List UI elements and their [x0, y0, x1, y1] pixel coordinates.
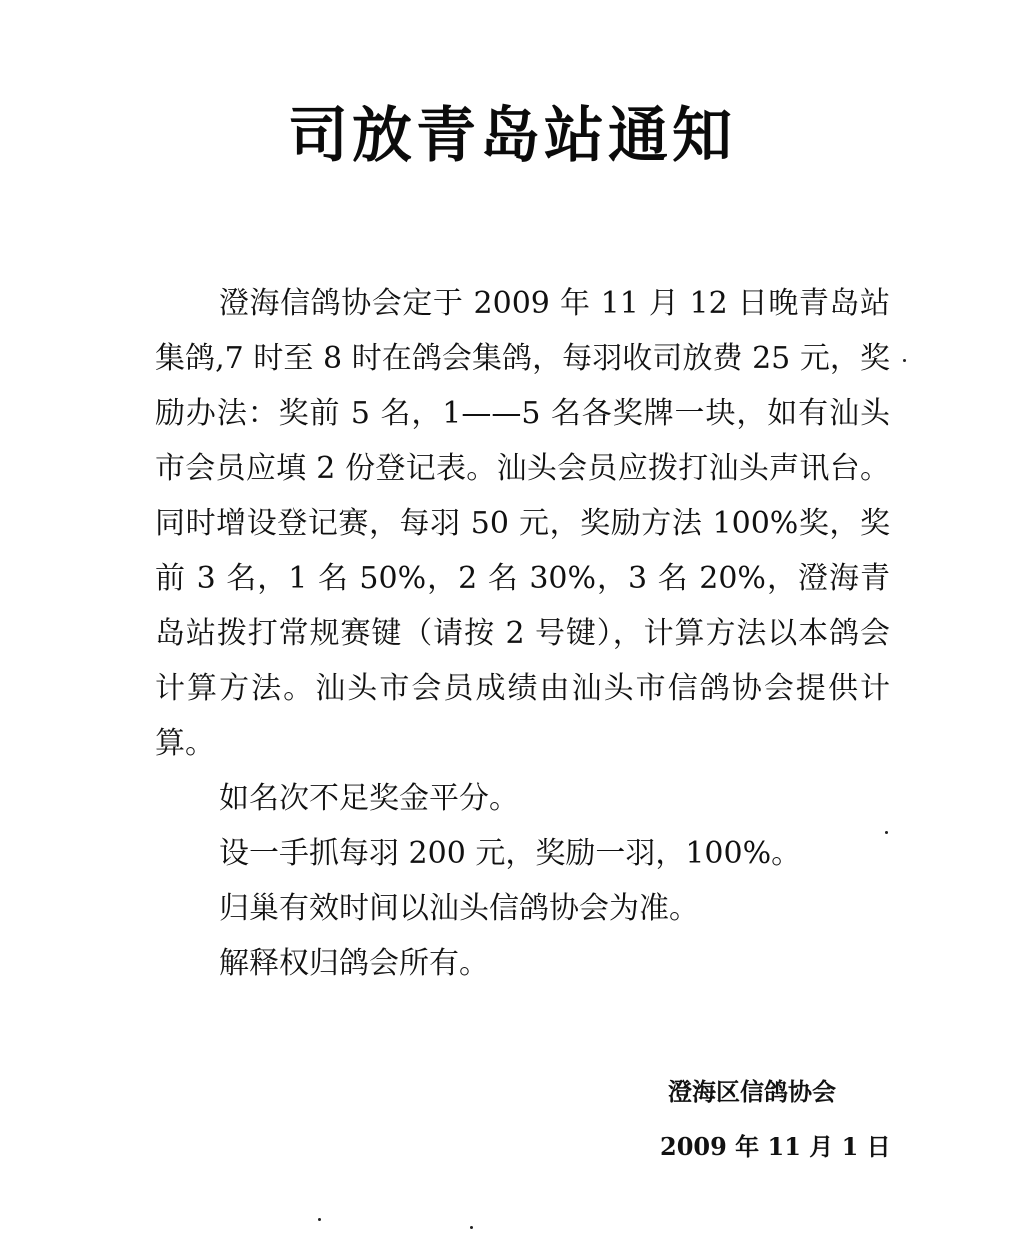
- signature-date: 2009 年 11 月 1 日: [660, 1132, 891, 1161]
- rule-paragraph-interpretation: 解释权归鸽会所有。: [219, 946, 489, 981]
- scan-speck: [470, 1226, 473, 1229]
- rule-paragraph-single-catch: 设一手抓每羽 200 元，奖励一羽，100%。: [219, 836, 802, 871]
- rule-paragraph-return-time: 归巢有效时间以汕头信鸽协会为准。: [219, 891, 699, 926]
- document-title: 司放青岛站通知: [288, 101, 736, 171]
- scan-speck: [885, 831, 888, 834]
- scan-speck: [903, 359, 906, 362]
- signature-organization: 澄海区信鸽协会: [668, 1077, 836, 1106]
- rule-paragraph-tie: 如名次不足奖金平分。: [219, 781, 519, 816]
- scan-speck: [318, 1218, 321, 1221]
- main-paragraph: 澄海信鸽协会定于 2009 年 11 月 12 日晚青岛站集鸽,7 时至 8 时在鸽会集鸽，每羽收司放费 25 元，奖励办法：奖前 5 名，1——5 名各奖牌一块，如有汕头市会员应填 2 份登记表。汕头会员应拨打汕头声讯台。同时增设登记赛，每羽 50 元，奖励方法 100%奖，奖前 3 名，1 名 50%，2 名 30%，3 名 20%，澄海青岛站拨打常规赛键（请按 2 号键），计算方法以本鸽会计算方法。汕头市会员成绩由汕头市信鸽协会提供计算。: [155, 286, 890, 761]
- document-body: [155, 276, 890, 991]
